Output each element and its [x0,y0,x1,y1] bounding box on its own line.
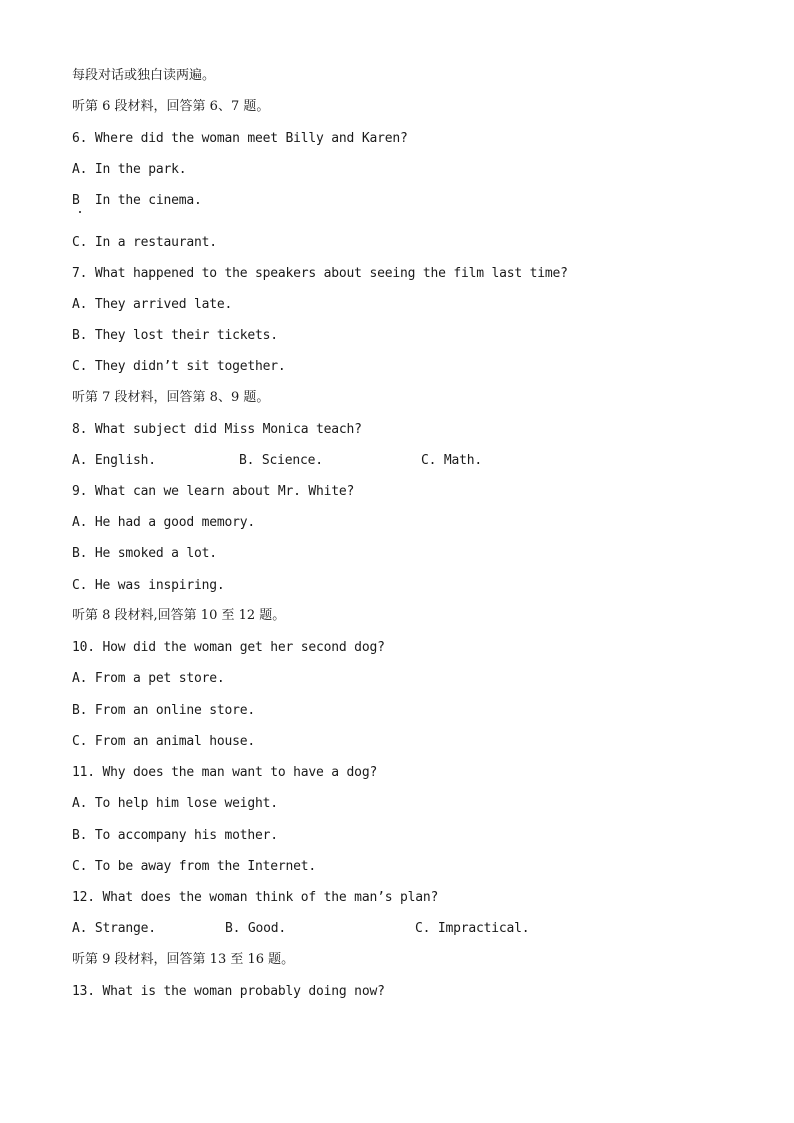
question-10-option-c: C. From an animal house. [72,734,256,749]
question-12-option-b: B. Good. [225,921,287,936]
question-7: 7. What happened to the speakers about seeing the film last time? [72,266,568,281]
question-9-option-c: C. He was inspiring. [72,578,225,593]
question-9: 9. What can we learn about Mr. White? [72,484,355,499]
question-8-option-a: A. English. [72,453,156,468]
question-6-option-c: C. In a restaurant. [72,235,217,250]
question-6-option-a: A. In the park. [72,162,187,177]
question-12-option-a: A. Strange. [72,921,156,936]
question-9-option-a: A. He had a good memory. [72,515,256,530]
question-8-option-b: B. Science. [239,453,323,468]
section-7-header: 听第 7 段材料，回答第 8、9 题。 [72,390,270,405]
question-6: 6. Where did the woman meet Billy and Karen? [72,131,408,146]
question-13: 13. What is the woman probably doing now? [72,984,385,999]
question-6-option-b: B In the cinema. [72,193,202,208]
question-7-option-b: B. They lost their tickets. [72,328,278,343]
question-11-option-b: B. To accompany his mother. [72,828,278,843]
question-10: 10. How did the woman get her second dog? [72,640,385,655]
question-7-option-a: A. They arrived late. [72,297,233,312]
section-6-header: 听第 6 段材料，回答第 6、7 题。 [72,99,270,114]
question-12-option-c: C. Impractical. [415,921,530,936]
section-8-header: 听第 8 段材料,回答第 10 至 12 题。 [72,608,286,623]
question-7-option-c: C. They didn’t sit together. [72,359,286,374]
question-8: 8. What subject did Miss Monica teach? [72,422,362,437]
question-10-option-a: A. From a pet store. [72,671,225,686]
question-10-option-b: B. From an online store. [72,703,256,718]
question-9-option-b: B. He smoked a lot. [72,546,217,561]
section-9-header: 听第 9 段材料，回答第 13 至 16 题。 [72,952,295,967]
question-11-option-c: C. To be away from the Internet. [72,859,317,874]
question-11: 11. Why does the man want to have a dog? [72,765,378,780]
question-12: 12. What does the woman think of the man’s plan? [72,890,439,905]
stray-dot-mark [79,211,81,213]
question-11-option-a: A. To help him lose weight. [72,796,278,811]
question-8-option-c: C. Math. [421,453,483,468]
instruction-read-twice: 每段对话或独白读两遍。 [72,68,216,83]
